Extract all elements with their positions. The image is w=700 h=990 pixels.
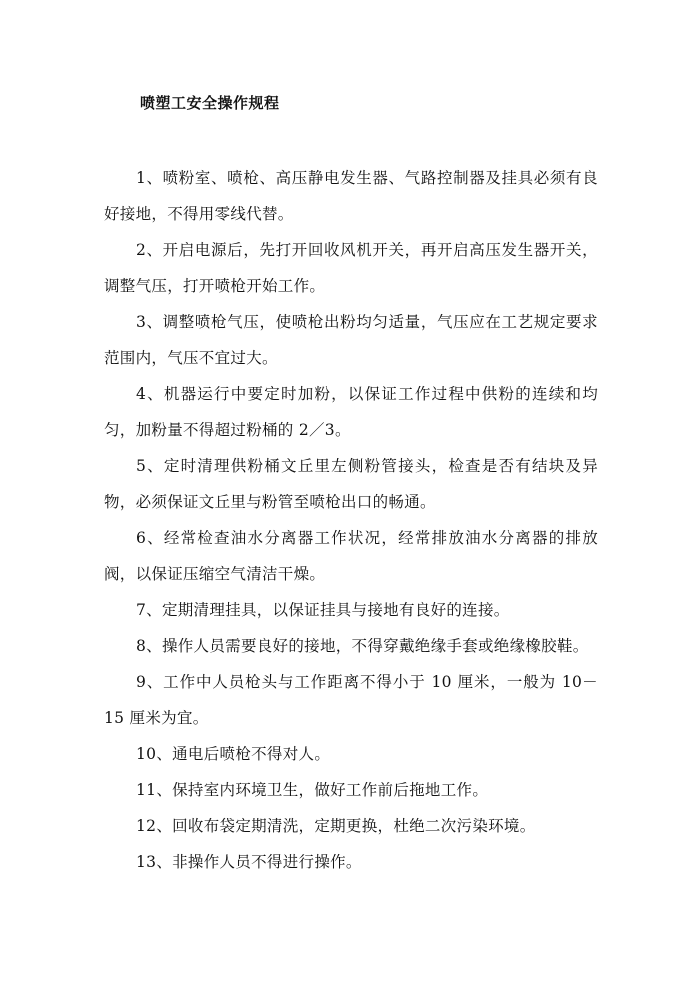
document-title: 喷塑工安全操作规程 xyxy=(140,94,280,112)
rule-paragraph-5: 5、定时清理供粉桶文丘里左侧粉管接头，检查是否有结块及异物，必须保证文丘里与粉管至喷枪出口的畅通。 xyxy=(104,457,598,511)
rule-paragraph-7: 7、定期清理挂具，以保证挂具与接地有良好的连接。 xyxy=(136,601,510,619)
rule-paragraph-12: 12、回收布袋定期清洗，定期更换，杜绝二次污染环境。 xyxy=(136,817,536,835)
rule-paragraph-8: 8、操作人员需要良好的接地，不得穿戴绝缘手套或绝缘橡胶鞋。 xyxy=(136,637,589,655)
rule-paragraph-6: 6、经常检查油水分离器工作状况，经常排放油水分离器的排放阀，以保证压缩空气清洁干燥。 xyxy=(104,529,598,583)
document-body xyxy=(104,160,598,880)
rule-paragraph-4: 4、机器运行中要定时加粉，以保证工作过程中供粉的连续和均匀，加粉量不得超过粉桶的 2／3。 xyxy=(104,385,598,439)
rule-paragraph-3: 3、调整喷枪气压，使喷枪出粉均匀适量，气压应在工艺规定要求范围内，气压不宜过大。 xyxy=(104,313,598,367)
rule-paragraph-2: 2、开启电源后，先打开回收风机开关，再开启高压发生器开关，调整气压，打开喷枪开始工作。 xyxy=(104,241,598,295)
rule-paragraph-10: 10、通电后喷枪不得对人。 xyxy=(136,745,331,763)
rule-paragraph-1: 1、喷粉室、喷枪、高压静电发生器、气路控制器及挂具必须有良好接地，不得用零线代替。 xyxy=(104,169,598,223)
rule-paragraph-11: 11、保持室内环境卫生，做好工作前后拖地工作。 xyxy=(136,781,489,799)
rule-paragraph-9: 9、工作中人员枪头与工作距离不得小于 10 厘米，一般为 10－15 厘米为宜。 xyxy=(104,673,598,727)
rule-paragraph-13: 13、非操作人员不得进行操作。 xyxy=(136,853,362,871)
